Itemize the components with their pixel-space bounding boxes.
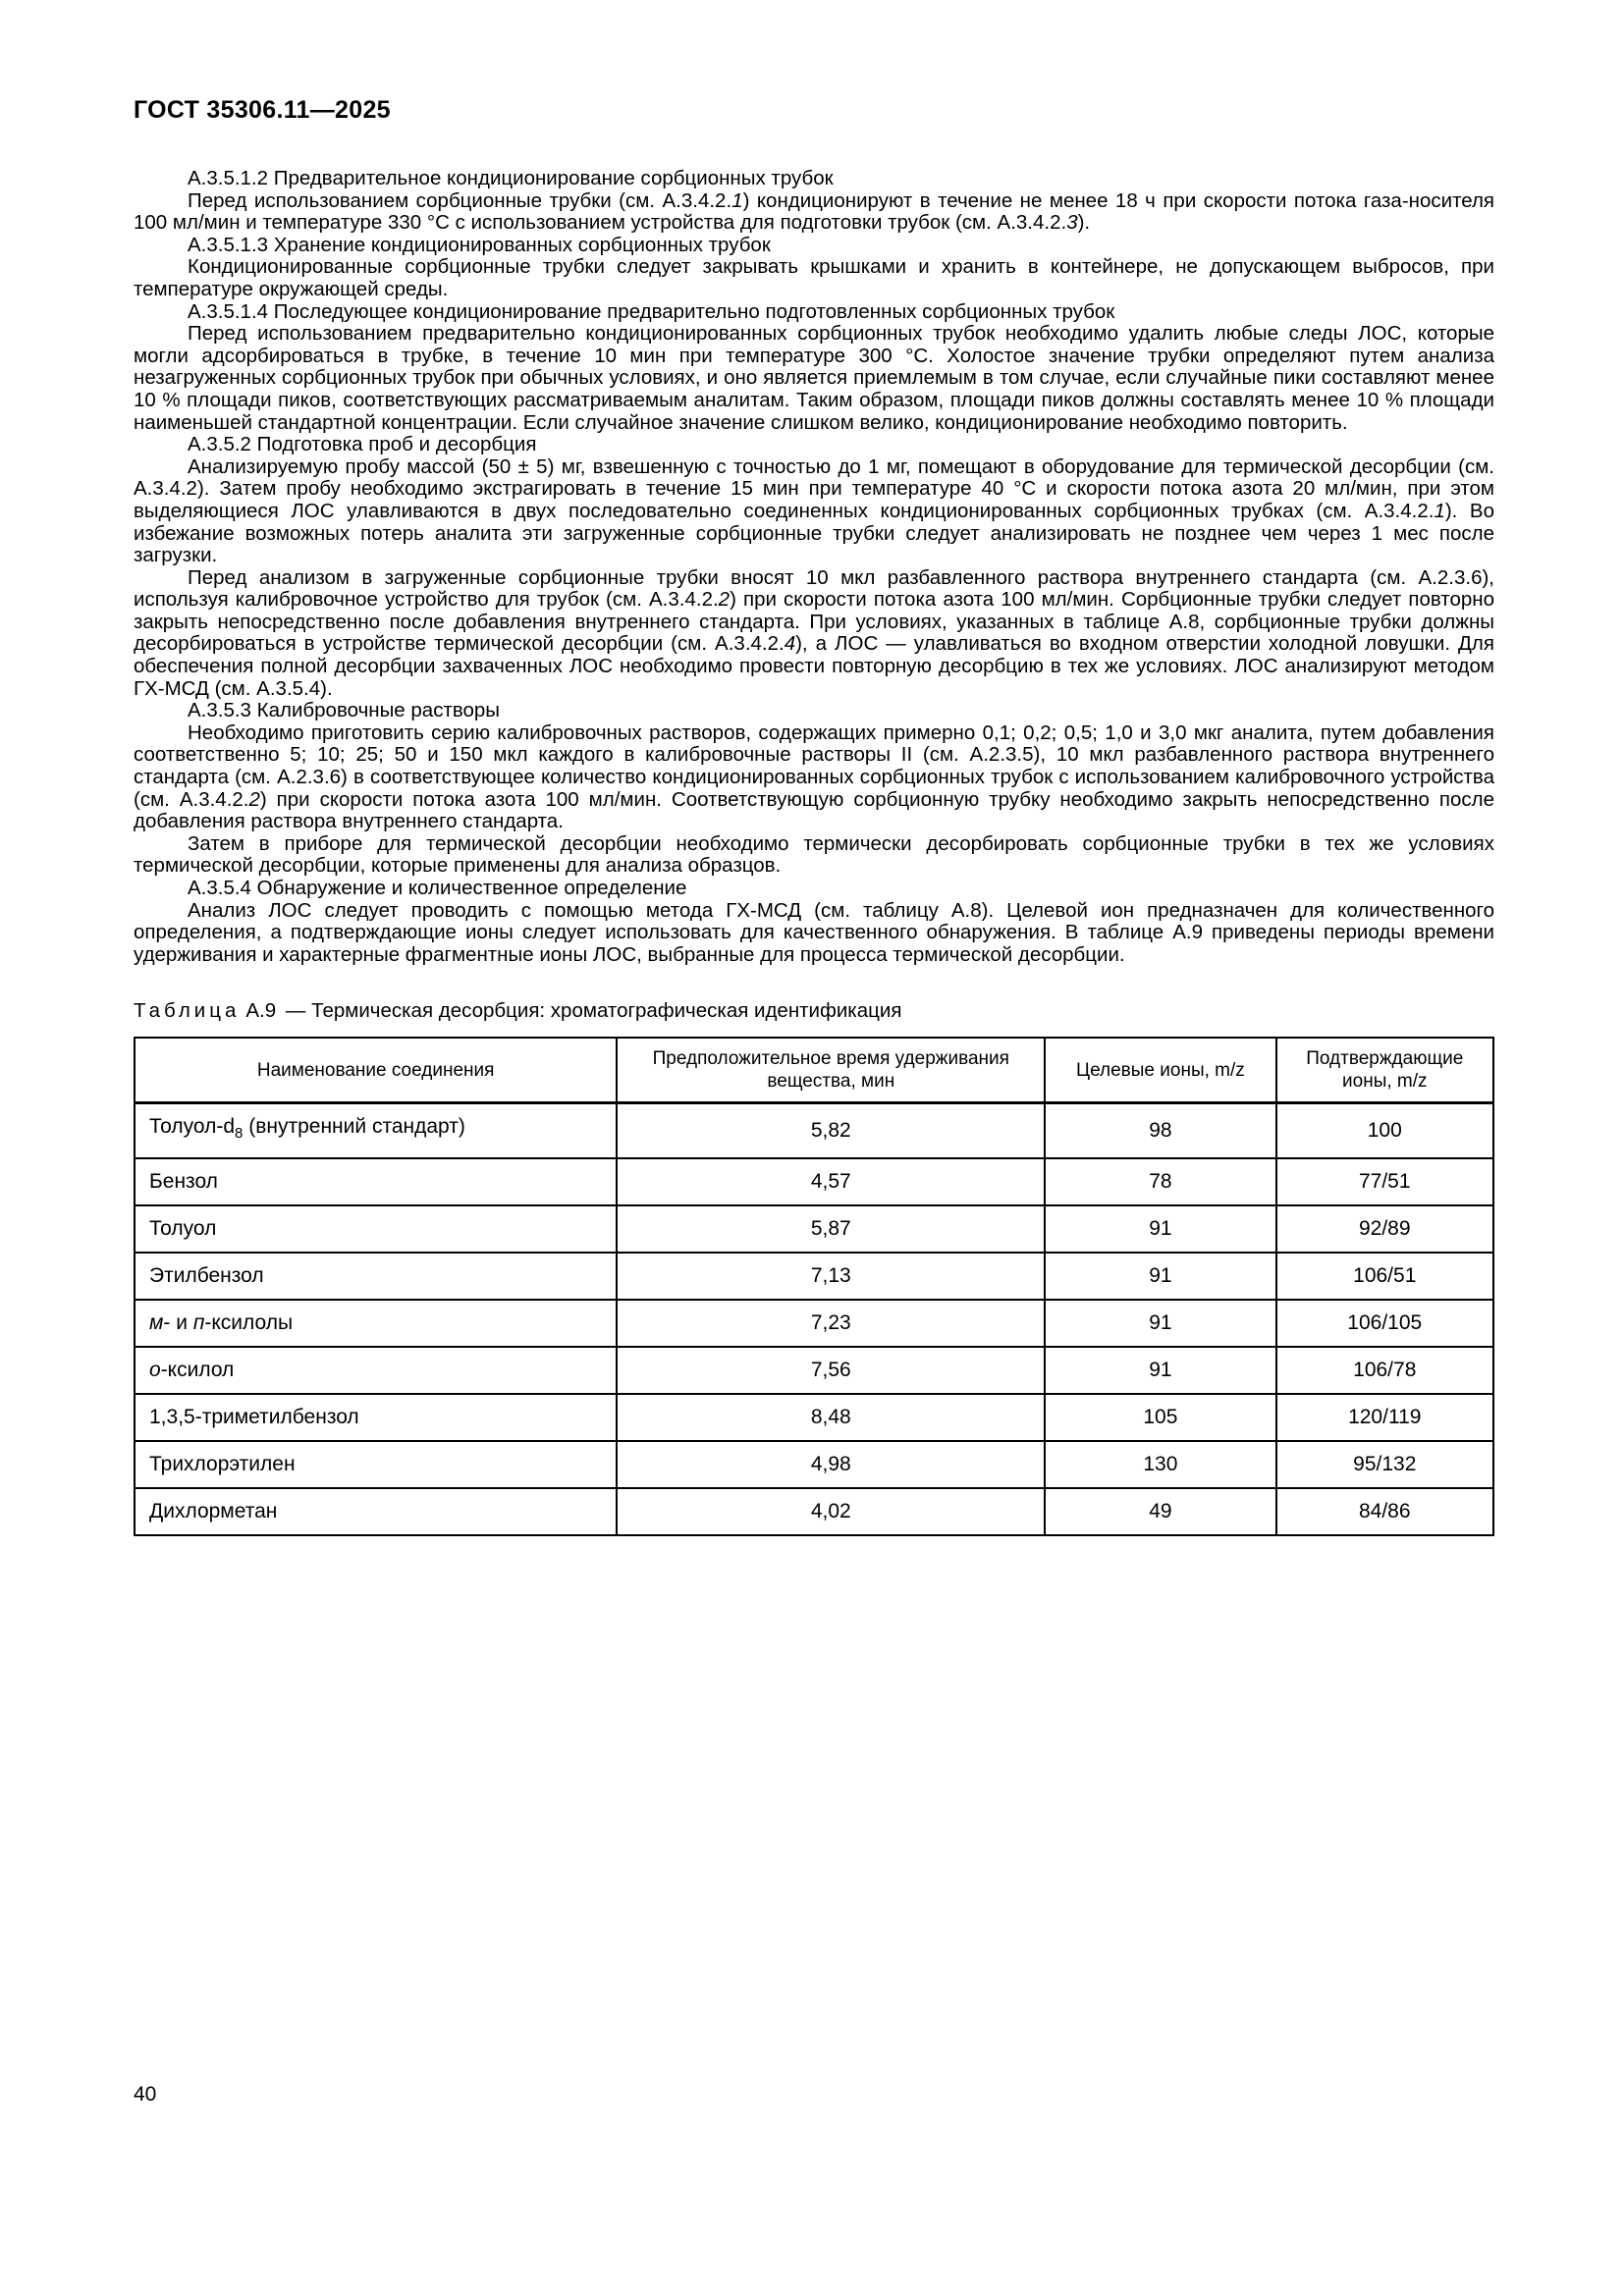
target-ions-cell: 91 (1045, 1205, 1275, 1253)
table-row (135, 1158, 1493, 1205)
compound-name-cell: м- и п-ксилолы (135, 1300, 617, 1347)
compound-name-cell: Этилбензол (135, 1253, 617, 1300)
confirm-ions-cell: 106/51 (1276, 1253, 1493, 1300)
retention-time-cell: 5,87 (617, 1205, 1045, 1253)
retention-time-cell: 8,48 (617, 1394, 1045, 1441)
retention-time-cell: 4,02 (617, 1488, 1045, 1535)
table-caption-title: — Термическая десорбция: хроматографическая идентификация (285, 999, 902, 1023)
confirm-ions-cell: 106/105 (1276, 1300, 1493, 1347)
table-row (135, 1441, 1493, 1488)
table-row (135, 1205, 1493, 1253)
compound-name-cell: Дихлорметан (135, 1488, 617, 1535)
paragraph: Анализируемую пробу массой (50 ± 5) мг, взвешенную с точностью до 1 мг, помещают в оборудование для термической десорбции (см. А.3.4.2). Затем пробу необходимо экстрагировать в течение 15 мин при температуре 40 °С и скорости потока азота 20 мл/мин, при этом выделяющиеся ЛОС улавливаются в двух последовательно соединенных кондиционированных сорбционных трубках (см. А.3.4.2.1). Во избежание возможных потерь аналита эти загруженные сорбционные трубки следует анализировать не позднее чем через 1 мес после загрузки. (134, 454, 1494, 567)
table-row (135, 1253, 1493, 1300)
paragraph-heading: А.3.5.1.3 Хранение кондиционированных сорбционных трубок (188, 233, 771, 256)
paragraph: Перед анализом в загруженные сорбционные трубки вносят 10 мкл разбавленного раствора внутреннего стандарта (см. А.2.3.6), используя калибровочное устройство для трубок (см. А.3.4.2.2) при скорости потока азота 100 мл/мин. Сорбционные трубки следует повторно закрыть непосредственно после добавления внутреннего стандарта. При условиях, указанных в таблице А.8, сорбционные трубки должны десорбироваться в устройстве термической десорбции (см. А.3.4.2.4), а ЛОС — улавливаться во входном отверстии холодной ловушки. Для обеспечения полной десорбции захваченных ЛОС необходимо провести повторную десорбцию в тех же условиях. ЛОС анализируют методом ГХ-МСД (см. А.3.5.4). (134, 565, 1494, 700)
target-ions-cell: 105 (1045, 1394, 1275, 1441)
retention-time-cell: 7,13 (617, 1253, 1045, 1300)
retention-time-cell: 4,98 (617, 1441, 1045, 1488)
paragraph: Затем в приборе для термической десорбции необходимо термически десорбировать сорбционные трубки в тех же условиях термической десорбции, которые применены для анализа образцов. (134, 831, 1494, 878)
table-row (135, 1394, 1493, 1441)
target-ions-cell: 91 (1045, 1300, 1275, 1347)
compound-name-cell: 1,3,5-триметилбензол (135, 1394, 617, 1441)
compound-name-cell: о-ксилол (135, 1347, 617, 1394)
retention-time-cell: 5,82 (617, 1103, 1045, 1158)
target-ions-cell: 78 (1045, 1158, 1275, 1205)
confirm-ions-cell: 77/51 (1276, 1158, 1493, 1205)
page-content (134, 96, 1494, 1536)
retention-time-cell: 7,23 (617, 1300, 1045, 1347)
confirm-ions-cell: 100 (1276, 1103, 1493, 1158)
paragraph: Перед использованием предварительно кондиционированных сорбционных трубок необходимо удалить любые следы ЛОС, которые могли адсорбироваться в трубке, в течение 10 мин при температуре 300 °С. Холостое значение трубки определяют путем анализа незагруженных сорбционных трубок при обычных условиях, и оно является приемлемым в том случае, если случайные пики составляют менее 10 % площади пиков, соответствующих рассматриваемым аналитам. Таким образом, площади пиков должны составлять менее 10 % площади наименьшей стандартной концентрации. Если случайное значение слишком велико, кондиционирование необходимо повторить. (134, 322, 1494, 434)
target-ions-cell: 91 (1045, 1347, 1275, 1394)
compound-name-cell: Толуол (135, 1205, 617, 1253)
paragraph-heading: А.3.5.2 Подготовка проб и десорбция (188, 433, 537, 456)
compound-name-cell: Бензол (135, 1158, 617, 1205)
paragraph: Необходимо приготовить серию калибровочных растворов, содержащих примерно 0,1; 0,2; 0,5; 1,0 и 3,0 мкг аналита, путем добавления соответственно 5; 10; 25; 50 и 150 мкл каждого в калибровочные растворы II (см. А.2.3.5), 10 мкл разбавленного раствора внутреннего стандарта (см. А.2.3.6) в соответствующее количество кондиционированных сорбционных трубок с использованием калибровочного устройства (см. А.3.4.2.2) при скорости потока азота 100 мл/мин. Соответствующую сорбционную трубку необходимо закрыть непосредственно после добавления раствора внутреннего стандарта. (134, 721, 1494, 833)
paragraph-heading: А.3.5.3 Калибровочные растворы (188, 699, 501, 722)
paragraph-heading: А.3.5.1.2 Предварительное кондиционирование сорбционных трубок (188, 167, 834, 189)
document-header: ГОСТ 35306.11—2025 (134, 96, 391, 124)
target-ions-cell: 91 (1045, 1253, 1275, 1300)
table-caption-word: Таблица (134, 999, 241, 1023)
paragraph: Кондиционированные сорбционные трубки следует закрывать крышками и хранить в контейнере, не допускающем выбросов, при температуре окружающей среды. (134, 255, 1494, 300)
paragraph: Анализ ЛОС следует проводить с помощью метода ГХ-МСД (см. таблицу А.8). Целевой ион предназначен для количественного определения, а подтверждающие ионы следует использовать для качественного обнаружения. В таблице А.9 приведены периоды времени удерживания и характерные фрагментные ионы ЛОС, выбранные для процесса термической десорбции. (134, 898, 1494, 966)
target-ions-cell: 130 (1045, 1441, 1275, 1488)
identification-table (134, 1037, 1494, 1535)
table-row (135, 1347, 1493, 1394)
table-caption (134, 999, 1494, 1023)
column-header-compound: Наименование соединения (135, 1038, 617, 1103)
retention-time-cell: 4,57 (617, 1158, 1045, 1205)
column-header-target-ions: Целевые ионы, m/z (1045, 1038, 1275, 1103)
table-row (135, 1103, 1493, 1158)
table-row (135, 1300, 1493, 1347)
confirm-ions-cell: 84/86 (1276, 1488, 1493, 1535)
confirm-ions-cell: 106/78 (1276, 1347, 1493, 1394)
page-number: 40 (134, 2083, 157, 2106)
table-header-row (135, 1038, 1493, 1103)
compound-name-cell: Толуол-$d_8$ (внутренний стандарт) (135, 1103, 617, 1158)
column-header-retention-time: Предположительное время удерживания вещества, мин (617, 1038, 1045, 1103)
confirm-ions-cell: 120/119 (1276, 1394, 1493, 1441)
retention-time-cell: 7,56 (617, 1347, 1045, 1394)
confirm-ions-cell: 92/89 (1276, 1205, 1493, 1253)
confirm-ions-cell: 95/132 (1276, 1441, 1493, 1488)
table-caption-number: А.9 (245, 999, 277, 1023)
target-ions-cell: 98 (1045, 1103, 1275, 1158)
table-row (135, 1488, 1493, 1535)
paragraph-heading: А.3.5.4 Обнаружение и количественное определение (188, 877, 687, 899)
paragraph: Перед использованием сорбционные трубки (см. А.3.4.2.1) кондиционируют в течение не менее 18 ч при скорости потока газа-носителя 100 мл/мин и температуре 330 °С с использованием устройства для подготовки трубок (см. А.3.4.2.3). (134, 188, 1495, 235)
body-text (134, 168, 1494, 966)
paragraph-heading: А.3.5.1.4 Последующее кондиционирование предварительно подготовленных сорбционных трубок (188, 299, 1115, 323)
compound-name-cell: Трихлорэтилен (135, 1441, 617, 1488)
column-header-confirm-ions: Подтверждающие ионы, m/z (1276, 1038, 1493, 1103)
target-ions-cell: 49 (1045, 1488, 1275, 1535)
